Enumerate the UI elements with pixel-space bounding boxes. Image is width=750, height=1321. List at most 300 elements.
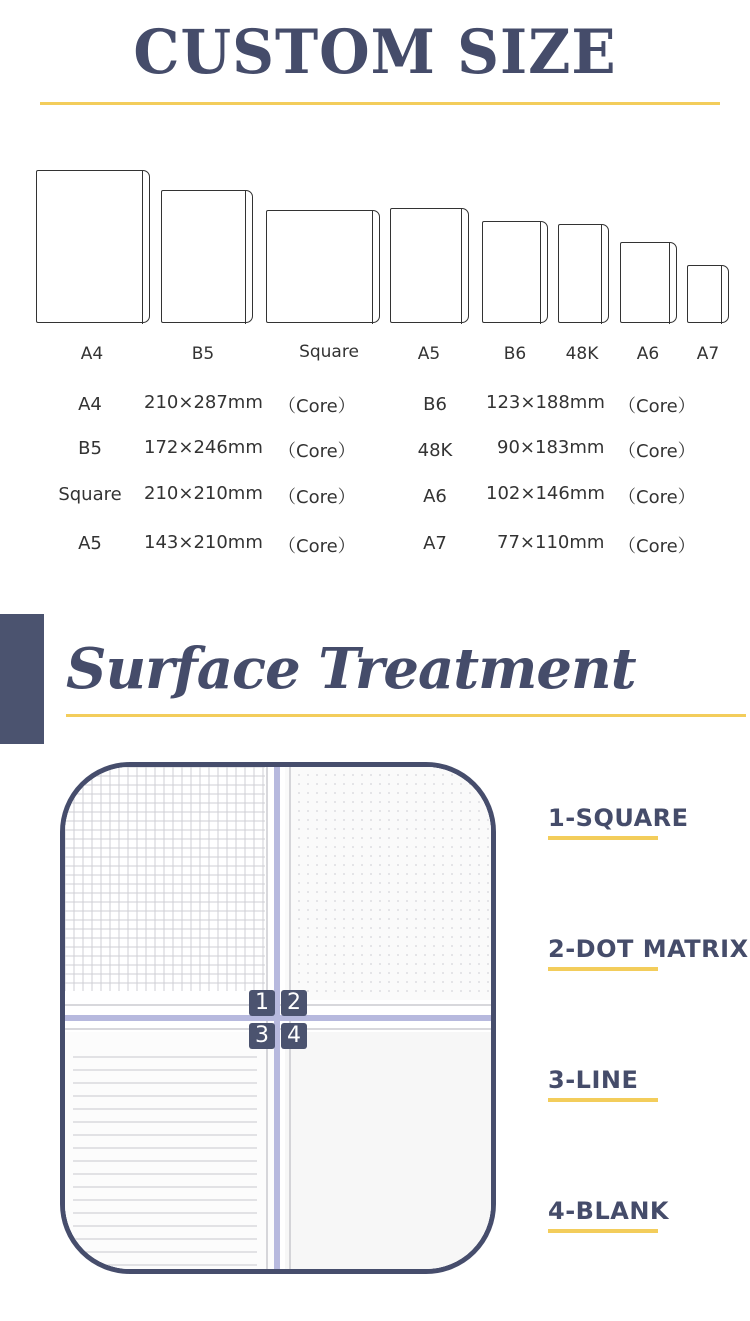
dot	[469, 828, 471, 830]
surface-option-square	[548, 804, 689, 840]
dot	[451, 900, 453, 902]
dot	[343, 828, 345, 830]
dot	[460, 837, 462, 839]
dot	[307, 855, 309, 857]
dot	[334, 963, 336, 965]
dot	[406, 792, 408, 794]
dot	[379, 873, 381, 875]
dot	[460, 873, 462, 875]
dot	[478, 792, 480, 794]
dot	[361, 954, 363, 956]
dot	[316, 783, 318, 785]
dot	[316, 891, 318, 893]
dot	[469, 864, 471, 866]
dot	[343, 990, 345, 992]
dot	[451, 873, 453, 875]
dot	[379, 819, 381, 821]
size-note: （Core）	[278, 441, 356, 462]
size-name: Square	[58, 484, 122, 505]
dot	[406, 891, 408, 893]
dot	[307, 828, 309, 830]
dot	[379, 918, 381, 920]
dot	[388, 801, 390, 803]
dot	[415, 954, 417, 956]
dot	[352, 864, 354, 866]
dot	[478, 819, 480, 821]
dot	[370, 945, 372, 947]
dot	[370, 954, 372, 956]
dot	[487, 927, 489, 929]
dot	[478, 945, 480, 947]
dot	[325, 864, 327, 866]
dot	[352, 963, 354, 965]
dot	[469, 927, 471, 929]
dot	[406, 864, 408, 866]
dot	[352, 954, 354, 956]
dot	[388, 873, 390, 875]
dot	[487, 918, 489, 920]
dot	[460, 954, 462, 956]
dot	[325, 918, 327, 920]
dot	[433, 828, 435, 830]
dot	[361, 873, 363, 875]
dot	[352, 927, 354, 929]
dot	[325, 891, 327, 893]
dot	[388, 891, 390, 893]
dot	[397, 774, 399, 776]
dot	[298, 882, 300, 884]
dot	[406, 783, 408, 785]
dot	[424, 918, 426, 920]
dot	[460, 801, 462, 803]
dot	[343, 846, 345, 848]
dot	[316, 810, 318, 812]
dot	[469, 963, 471, 965]
dot	[415, 792, 417, 794]
dot	[298, 855, 300, 857]
dot	[451, 954, 453, 956]
dot	[316, 828, 318, 830]
quadrant-number-1: 1	[249, 990, 275, 1016]
dot	[415, 909, 417, 911]
dot	[487, 864, 489, 866]
dot	[307, 918, 309, 920]
dot	[352, 801, 354, 803]
dot	[433, 819, 435, 821]
dot	[388, 819, 390, 821]
dot	[397, 900, 399, 902]
dot	[469, 909, 471, 911]
dot	[406, 972, 408, 974]
dot	[361, 927, 363, 929]
dot	[334, 918, 336, 920]
dot	[442, 891, 444, 893]
dot	[361, 819, 363, 821]
dot	[415, 828, 417, 830]
dot	[478, 837, 480, 839]
dot	[397, 837, 399, 839]
dot	[343, 936, 345, 938]
dot	[424, 891, 426, 893]
dot	[307, 945, 309, 947]
dot	[487, 891, 489, 893]
surface-option-line	[548, 1066, 658, 1102]
dot	[487, 954, 489, 956]
dot	[469, 774, 471, 776]
dot	[424, 873, 426, 875]
dot	[406, 936, 408, 938]
dot	[442, 801, 444, 803]
dot	[352, 828, 354, 830]
dot	[343, 882, 345, 884]
dot	[433, 855, 435, 857]
dot	[406, 819, 408, 821]
dot	[478, 846, 480, 848]
dot	[397, 972, 399, 974]
dot	[487, 900, 489, 902]
dot	[451, 819, 453, 821]
dot	[460, 774, 462, 776]
dot	[298, 810, 300, 812]
dot	[343, 945, 345, 947]
dot	[442, 882, 444, 884]
dot	[370, 810, 372, 812]
dot	[460, 792, 462, 794]
dot	[334, 990, 336, 992]
dot	[334, 972, 336, 974]
dot	[361, 774, 363, 776]
dot	[352, 783, 354, 785]
dot	[469, 972, 471, 974]
dot	[388, 954, 390, 956]
dot	[334, 954, 336, 956]
dot	[451, 792, 453, 794]
dot	[343, 909, 345, 911]
dot	[361, 981, 363, 983]
dot	[406, 900, 408, 902]
dot	[298, 864, 300, 866]
dot	[370, 873, 372, 875]
custom-size-title: CUSTOM SIZE	[133, 16, 617, 88]
dot	[316, 909, 318, 911]
dot	[433, 774, 435, 776]
dot	[334, 891, 336, 893]
dot	[424, 927, 426, 929]
dot	[406, 945, 408, 947]
dot	[469, 981, 471, 983]
dot	[307, 783, 309, 785]
section-divider	[66, 714, 746, 717]
dot	[361, 828, 363, 830]
dot	[343, 900, 345, 902]
dot	[487, 801, 489, 803]
dot	[325, 900, 327, 902]
dot	[388, 810, 390, 812]
dot	[298, 792, 300, 794]
dot	[433, 972, 435, 974]
dot	[334, 909, 336, 911]
dot	[469, 891, 471, 893]
dot	[298, 783, 300, 785]
dot	[379, 837, 381, 839]
dot	[451, 972, 453, 974]
dot	[478, 918, 480, 920]
dot	[487, 774, 489, 776]
dot	[478, 801, 480, 803]
dot	[298, 954, 300, 956]
dot	[424, 936, 426, 938]
dot	[469, 936, 471, 938]
dot	[379, 882, 381, 884]
dot	[406, 810, 408, 812]
dot	[424, 792, 426, 794]
dot	[388, 972, 390, 974]
dot	[487, 990, 489, 992]
dot	[460, 900, 462, 902]
dot	[406, 927, 408, 929]
dot	[388, 837, 390, 839]
dot	[343, 810, 345, 812]
dot	[316, 837, 318, 839]
dot	[316, 972, 318, 974]
size-name: A4	[78, 394, 102, 415]
notebook-a7-illustration	[687, 265, 729, 323]
dot	[307, 954, 309, 956]
dot	[325, 990, 327, 992]
dot	[352, 990, 354, 992]
dot	[442, 855, 444, 857]
dot	[325, 873, 327, 875]
dot	[442, 774, 444, 776]
dot	[478, 900, 480, 902]
dot	[370, 774, 372, 776]
dot	[460, 810, 462, 812]
dot	[361, 864, 363, 866]
dot	[478, 828, 480, 830]
dot	[334, 864, 336, 866]
dot	[415, 810, 417, 812]
size-note: （Core）	[278, 487, 356, 508]
dot	[424, 963, 426, 965]
dot	[370, 819, 372, 821]
dot	[352, 909, 354, 911]
dot	[334, 837, 336, 839]
dot	[451, 936, 453, 938]
dot	[406, 837, 408, 839]
dot	[451, 774, 453, 776]
dot	[478, 990, 480, 992]
dot	[424, 945, 426, 947]
dot	[298, 819, 300, 821]
dot	[469, 882, 471, 884]
dot	[487, 837, 489, 839]
dot	[415, 972, 417, 974]
dot	[487, 873, 489, 875]
dot	[469, 900, 471, 902]
dot	[343, 819, 345, 821]
dot	[361, 882, 363, 884]
dot	[460, 864, 462, 866]
dot	[370, 855, 372, 857]
dot	[487, 828, 489, 830]
dot	[388, 846, 390, 848]
dot	[343, 837, 345, 839]
dot	[334, 846, 336, 848]
dot	[370, 981, 372, 983]
dot	[442, 900, 444, 902]
dot	[370, 882, 372, 884]
dot	[352, 774, 354, 776]
dot	[433, 837, 435, 839]
dot	[451, 810, 453, 812]
dot	[424, 900, 426, 902]
dot	[433, 846, 435, 848]
dot	[316, 918, 318, 920]
dot	[397, 828, 399, 830]
dot	[460, 972, 462, 974]
size-dimensions: 143×210mm	[144, 532, 263, 553]
dot	[487, 792, 489, 794]
dot	[334, 873, 336, 875]
dot	[334, 792, 336, 794]
dot	[469, 954, 471, 956]
dot	[469, 801, 471, 803]
dot	[460, 909, 462, 911]
dot	[361, 945, 363, 947]
dot	[460, 990, 462, 992]
dot	[307, 864, 309, 866]
dot	[433, 918, 435, 920]
dot	[370, 900, 372, 902]
dot	[307, 819, 309, 821]
dot	[316, 882, 318, 884]
dot	[433, 954, 435, 956]
dot	[307, 972, 309, 974]
dot	[424, 864, 426, 866]
dot	[469, 945, 471, 947]
dot	[370, 909, 372, 911]
dot	[343, 927, 345, 929]
notebook-a4-illustration	[36, 170, 150, 323]
dot	[325, 783, 327, 785]
dot	[361, 990, 363, 992]
dot	[343, 855, 345, 857]
dot	[361, 801, 363, 803]
dot	[424, 819, 426, 821]
dot	[487, 819, 489, 821]
dot	[370, 963, 372, 965]
notebook-a5-illustration	[390, 208, 469, 323]
dot	[406, 801, 408, 803]
dot	[298, 936, 300, 938]
dot	[415, 783, 417, 785]
dot	[298, 963, 300, 965]
dot	[397, 864, 399, 866]
title-divider	[40, 102, 720, 105]
dot	[487, 846, 489, 848]
dot	[460, 918, 462, 920]
dot	[397, 810, 399, 812]
dot	[361, 846, 363, 848]
dot	[460, 936, 462, 938]
dot	[442, 873, 444, 875]
dot	[343, 954, 345, 956]
dot	[316, 801, 318, 803]
dot	[469, 810, 471, 812]
dot	[415, 801, 417, 803]
dot	[415, 873, 417, 875]
dot	[469, 783, 471, 785]
dot	[478, 891, 480, 893]
dot	[370, 918, 372, 920]
dot	[451, 882, 453, 884]
dot	[397, 981, 399, 983]
dot	[316, 963, 318, 965]
dot	[307, 891, 309, 893]
notebook-a6-illustration	[620, 242, 677, 323]
dot	[343, 873, 345, 875]
dot	[424, 972, 426, 974]
dot	[334, 774, 336, 776]
dot	[478, 954, 480, 956]
dot	[379, 945, 381, 947]
dot	[415, 882, 417, 884]
dot	[469, 873, 471, 875]
dot	[316, 819, 318, 821]
dot	[424, 855, 426, 857]
dot	[298, 891, 300, 893]
surface-option-label: 2-DOT MATRIX	[548, 935, 749, 963]
dot	[406, 981, 408, 983]
dot	[406, 774, 408, 776]
dot	[460, 855, 462, 857]
dot	[379, 909, 381, 911]
dot	[433, 882, 435, 884]
dot	[316, 981, 318, 983]
dot	[325, 954, 327, 956]
dot	[487, 936, 489, 938]
dot	[352, 819, 354, 821]
dot	[379, 981, 381, 983]
size-dimensions: 210×287mm	[144, 392, 263, 413]
dot	[334, 927, 336, 929]
dot	[298, 972, 300, 974]
dot	[406, 909, 408, 911]
dot	[361, 900, 363, 902]
dot	[424, 837, 426, 839]
dot	[298, 945, 300, 947]
dot	[478, 972, 480, 974]
dot	[298, 981, 300, 983]
dot	[325, 774, 327, 776]
dot	[388, 783, 390, 785]
dot	[325, 981, 327, 983]
section-side-accent	[0, 614, 44, 744]
dot	[343, 792, 345, 794]
dot	[442, 909, 444, 911]
dot	[379, 900, 381, 902]
dot	[352, 810, 354, 812]
dot	[361, 918, 363, 920]
dot	[307, 882, 309, 884]
dot	[343, 801, 345, 803]
size-note: （Core）	[618, 441, 696, 462]
dot	[343, 963, 345, 965]
dot	[406, 846, 408, 848]
dot	[388, 990, 390, 992]
dot	[460, 963, 462, 965]
size-dimensions: 172×246mm	[144, 437, 263, 458]
